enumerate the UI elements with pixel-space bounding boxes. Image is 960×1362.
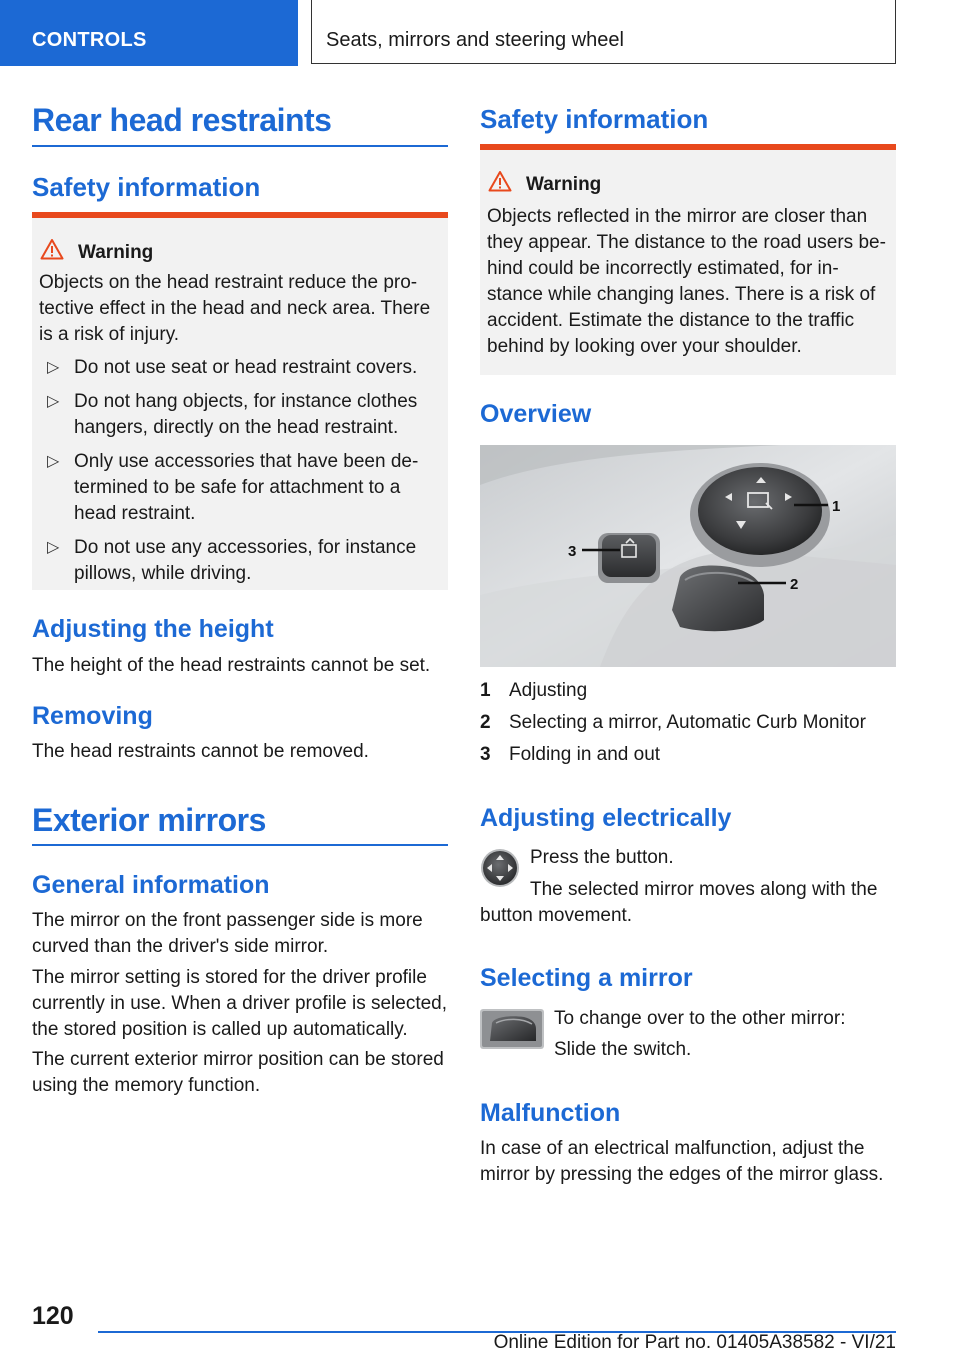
heading-selecting-mirror: Selecting a mirror xyxy=(480,964,693,992)
chapter-title: Seats, mirrors and steering wheel xyxy=(311,0,896,64)
warning-text: Objects on the head restraint reduce the protective effect in the head and neck area. There is a risk of injury. xyxy=(39,272,431,345)
warning-text: Objects reflected in the mirror are closer than they appear. The distance to the road users behind could be incorrectly estimated, for instance while changing lanes. There is a risk of accident. Estimate the distance to the traffic behind by looking over your shoulder. xyxy=(487,206,886,357)
list-item: ▷ Do not hang objects, for instance clothes hangers, directly on the head restraint. xyxy=(47,391,418,438)
heading-removing: Removing xyxy=(32,702,153,730)
callout-label-3: 3 xyxy=(568,543,577,560)
callout-label-1: 1 xyxy=(832,498,841,515)
warning-header xyxy=(32,238,448,268)
general-paragraph: The mirror setting is stored for the driver profile currently in use. When a driver profile is selected, the stored position is called up automatically. xyxy=(32,967,448,1040)
legend-item xyxy=(480,742,896,774)
heading-overview: Overview xyxy=(480,400,592,428)
bullet-triangle-icon: ▷ xyxy=(47,359,60,376)
section-tab: CONTROLS xyxy=(0,0,298,66)
list-item: ▷ Do not use any accessories, for instance pillows, while driving. xyxy=(47,537,417,584)
bullet-triangle-icon: ▷ xyxy=(47,393,60,410)
selecting-step: Slide the switch. xyxy=(554,1039,692,1060)
title-rule xyxy=(32,145,448,147)
selecting-step: To change over to the other mirror: xyxy=(554,1008,846,1029)
heading-general-information: General information xyxy=(32,871,270,899)
legend-text: Folding in and out xyxy=(509,744,661,765)
legend-text: Selecting a mirror, Automatic Curb Monitor xyxy=(509,712,866,733)
legend-number: 3 xyxy=(480,744,491,765)
section-title-rear-head-restraints: Rear head restraints xyxy=(32,102,332,138)
page-number: 120 xyxy=(32,1302,74,1330)
legend-text: Adjusting xyxy=(509,680,588,701)
warning-title: Warning xyxy=(526,174,602,195)
adjusting-step: Press the button. xyxy=(530,847,674,868)
warning-box xyxy=(480,144,896,375)
removing-text: The head restraints cannot be removed. xyxy=(32,741,369,762)
warning-bar xyxy=(480,144,896,150)
section-title-exterior-mirrors: Exterior mirrors xyxy=(32,802,266,838)
overview-legend xyxy=(480,678,896,774)
bullet-triangle-icon: ▷ xyxy=(47,453,60,470)
mirror-controls-illustration xyxy=(480,445,896,667)
malfunction-text: In case of an electrical malfunction, adjust the mirror by pressing the edges of the mirror glass. xyxy=(480,1138,884,1185)
edition-text: Online Edition for Part no. 01405A38582 - VI/21 xyxy=(493,1332,896,1353)
list-item: ▷ Do not use seat or head restraint covers. xyxy=(32,355,434,381)
mirror-controls-photo xyxy=(480,445,896,667)
warning-bar xyxy=(32,212,448,218)
heading-adjusting-electrically: Adjusting electrically xyxy=(480,804,732,832)
legend-item xyxy=(480,678,896,710)
warning-title: Warning xyxy=(78,242,154,263)
general-paragraph: The current exterior mirror position can be stored using the memory function. xyxy=(32,1049,444,1096)
mirror-switch-icon xyxy=(480,1009,544,1054)
heading-safety-information: Safety information xyxy=(480,104,709,134)
page-header xyxy=(0,0,960,66)
bullet-triangle-icon: ▷ xyxy=(47,539,60,556)
list-item: ▷ Only use accessories that have been determined to be safe for attachment to a head restraint. xyxy=(47,451,419,524)
warning-list xyxy=(32,355,448,595)
warning-triangle-icon xyxy=(40,238,64,260)
general-paragraph: The mirror on the front passenger side is more curved than the driver's side mirror. xyxy=(32,910,423,957)
adjusting-description: The selected mirror moves along with the button movement. xyxy=(480,879,878,926)
legend-number: 1 xyxy=(480,680,491,701)
title-rule xyxy=(32,844,448,846)
heading-adjusting-height: Adjusting the height xyxy=(32,615,274,643)
heading-malfunction: Malfunction xyxy=(480,1099,621,1127)
legend-number: 2 xyxy=(480,712,491,733)
callout-label-2: 2 xyxy=(790,576,799,593)
warning-box xyxy=(32,212,448,590)
warning-header xyxy=(480,170,896,200)
warning-triangle-icon xyxy=(488,170,512,192)
legend-item xyxy=(480,710,896,742)
heading-safety-information: Safety information xyxy=(32,172,261,202)
height-text: The height of the head restraints cannot be set. xyxy=(32,655,431,676)
